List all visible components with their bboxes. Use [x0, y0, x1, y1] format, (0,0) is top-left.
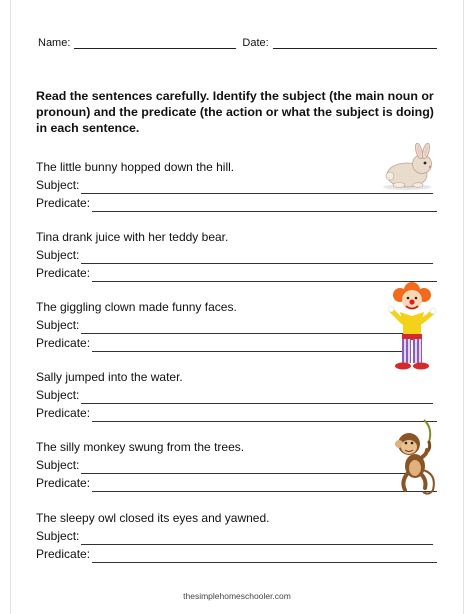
predicate-label: Predicate:	[36, 406, 91, 420]
subject-answer-line[interactable]	[81, 461, 411, 474]
subject-label: Subject:	[36, 178, 80, 192]
predicate-row	[36, 474, 441, 492]
predicate-label: Predicate:	[36, 336, 91, 350]
predicate-row	[36, 264, 441, 282]
sentence-text: The silly monkey swung from the trees.	[36, 440, 245, 454]
subject-answer-line[interactable]	[81, 391, 433, 404]
sentence-item-2	[36, 228, 441, 282]
subject-row	[36, 527, 441, 545]
predicate-row	[36, 194, 441, 212]
predicate-answer-line[interactable]	[92, 550, 437, 563]
date-label: Date:	[242, 37, 269, 49]
predicate-label: Predicate:	[36, 476, 91, 490]
subject-label: Subject:	[36, 248, 80, 262]
predicate-row	[36, 334, 441, 352]
name-label: Name:	[38, 37, 71, 49]
predicate-row	[36, 404, 441, 422]
subject-label: Subject:	[36, 388, 80, 402]
name-date-row	[38, 37, 438, 49]
predicate-answer-line[interactable]	[92, 409, 437, 422]
sentence-text: The little bunny hopped down the hill.	[36, 160, 235, 174]
subject-answer-line[interactable]	[81, 532, 433, 545]
bunny-illustration	[377, 143, 439, 193]
monkey-illustration	[393, 418, 439, 498]
sentence-text: The sleepy owl closed its eyes and yawned.	[36, 511, 270, 525]
predicate-label: Predicate:	[36, 547, 91, 561]
footer-website: thesimplehomeschooler.com	[183, 591, 291, 601]
subject-label: Subject:	[36, 529, 80, 543]
instructions: Read the sentences carefully. Identify the subject (the main noun or pronoun) and the predicate (the action or what the subject is doing) in each sentence.	[36, 89, 434, 135]
sentence-item-4	[36, 368, 441, 422]
predicate-answer-line[interactable]	[92, 479, 437, 492]
sentence-item-5	[36, 438, 441, 492]
subject-row	[36, 456, 441, 474]
predicate-answer-line[interactable]	[92, 339, 405, 352]
subject-row	[36, 386, 441, 404]
predicate-answer-line[interactable]	[92, 199, 437, 212]
sentence-text: Tina drank juice with her teddy bear.	[36, 230, 229, 244]
sentence-text: The giggling clown made funny faces.	[36, 300, 237, 314]
subject-answer-line[interactable]	[81, 251, 433, 264]
name-line[interactable]	[74, 38, 236, 49]
clown-illustration	[388, 282, 436, 372]
subject-row	[36, 316, 441, 334]
sentence-text: Sally jumped into the water.	[36, 370, 183, 384]
predicate-label: Predicate:	[36, 196, 91, 210]
subject-label: Subject:	[36, 318, 80, 332]
predicate-answer-line[interactable]	[92, 269, 437, 282]
sentence-item-6	[36, 509, 441, 563]
predicate-row	[36, 545, 441, 563]
subject-answer-line[interactable]	[81, 321, 405, 334]
sentence-item-3	[36, 298, 441, 352]
date-line[interactable]	[273, 38, 437, 49]
subject-row	[36, 246, 441, 264]
subject-label: Subject:	[36, 458, 80, 472]
predicate-label: Predicate:	[36, 266, 91, 280]
